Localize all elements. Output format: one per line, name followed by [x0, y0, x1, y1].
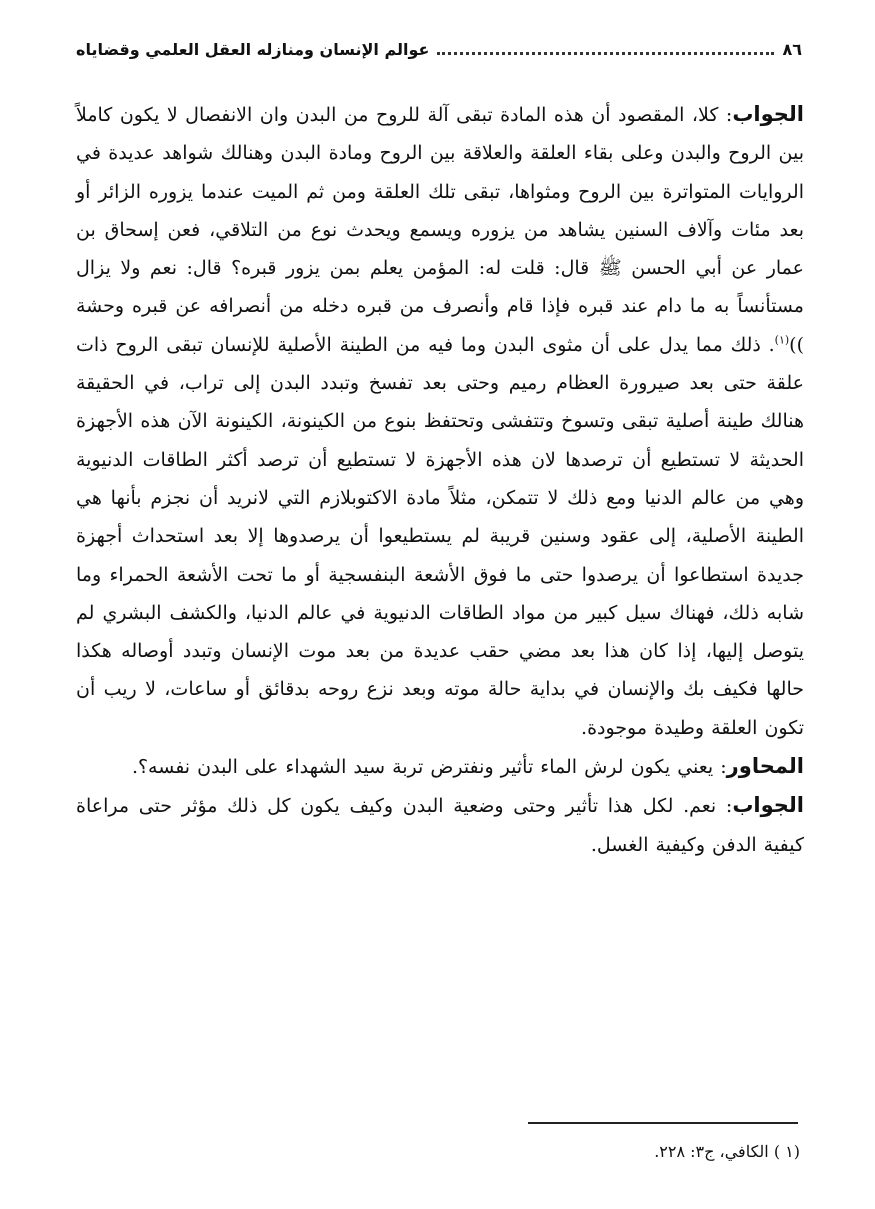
header-dot-leader [437, 52, 774, 55]
speaker-label: المحاور [726, 754, 804, 779]
paragraph-question [76, 747, 804, 786]
footnote-divider [528, 1122, 798, 1124]
speaker-label: الجواب [732, 793, 804, 818]
paragraph-text-continued: . ذلك مما يدل على أن مثوى البدن وما فيه من الطينة الأصلية للإنسان تبقى الروح ذات علقة حتى بعد صيرورة العظام رميم وحتى بعد تفسخ وتبدد البدن إلى تراب، في الحقيقة هنالك طينة أصلية تبقى وتسوخ وتتفشى وتحتفظ بنوع من الكينونة، الكينونة الآن هذه الأجهزة الحديثة لا تستطيع أن ترصدها لان هذه الأجهزة لا تستطيع أن ترصد أكثر الطاقات الدنيوية وهي من عالم الدنيا ومع ذلك لا تتمكن، مثلاً مادة الاكتوبلازم التي لانريد أن نجزم بأنها هي الطينة الأصلية، إلى عقود وسنين قريبة لم يستطيعوا أن يرصدوها إلا بعد استحداث أجهزة جديدة استطاعوا أن يرصدوا حتى ما فوق الأشعة البنفسجية أو ما تحت الأشعة الحمراء وما شابه ذلك، فهناك سيل كبير من مواد الطاقات الدنيوية في عالم الدنيا، والكشف البشري لم يتوصل إليها، إذا كان هذا بعد مضي حقب عديدة من بعد موت الإنسان وتبدد أوصاله هكذا حالها فكيف بك والإنسان في بداية حالة موته وبعد نزع روحه بدقائق أو ساعات، لا ريب أن تكون العلقة وطيدة موجودة. [76, 333, 804, 739]
page-number: ٨٦ [782, 39, 802, 59]
paragraph-text: : كلا، المقصود أن هذه المادة تبقى آلة للروح من البدن وان الانفصال لا يكون كاملاً بين الروح والبدن وعلى بقاء العلقة والعلاقة بين الروح ومادة البدن وهنالك شواهد عديدة في الروايات المتواترة بين الروح ومثواها، تبقى تلك العلقة ومن ثم الميت عندما يزوره الزائر أو بعد مئات وآلاف السنين يشاهد من يزوره ويسمع ويحدث نوع من التلاقي، فعن إسحاق بن عمار عن أبي الحسن ﷺ قال: قلت له: المؤمن يعلم بمن يزور قبره؟ قال: نعم ولا يزال مستأنساً به ما دام عند قبره فإذا قام وأنصرف من قبره دخله من أنصرافه عن قبره وحشة )) [76, 104, 804, 356]
paragraph-text: : يعني يكون لرش الماء تأثير ونفترض تربة سيد الشهداء على البدن نفسه؟. [131, 756, 727, 779]
body-text [76, 95, 804, 864]
speaker-label: الجواب [732, 102, 804, 126]
paragraph-answer-1 [76, 95, 804, 747]
footnote: (١ ) الكافي، ج٣: ٢٢٨. [654, 1142, 800, 1161]
running-title: عوالم الإنسان ومنازله العقل العلمي وقضاياه [76, 39, 430, 59]
paragraph-text: : نعم. لكل هذا تأثير وحتى وضعية البدن وكيف يكون كل ذلك مؤثر حتى مراعاة كيفية الدفن وكيفية الغسل. [76, 795, 804, 856]
running-header [76, 34, 802, 64]
paragraph-answer-2 [76, 786, 804, 864]
footnote-reference: (١) [774, 333, 790, 347]
